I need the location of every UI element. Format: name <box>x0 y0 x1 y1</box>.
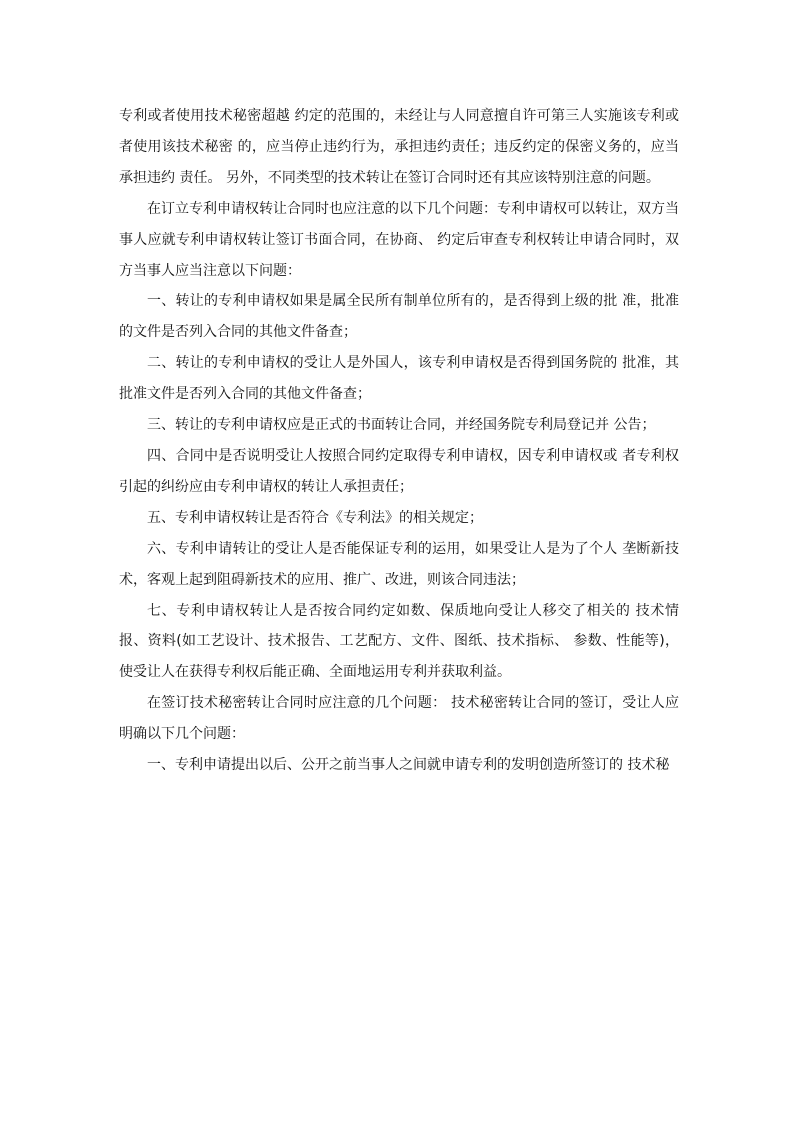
document-body <box>119 101 679 781</box>
paragraph-5: 三、转让的专利申请权应是正式的书面转让合同，并经国务院专利局登记并 公告； <box>147 417 656 434</box>
paragraph-6: 四、合同中是否说明受让人按照合同约定取得专利申请权，因专利申请权或 者专利权引起的纠纷应由专利申请权的转让人承担责任； <box>119 447 679 495</box>
paragraph-11: 一、专利申请提出以后、公开之前当事人之间就申请专利的发明创造所签订的 技术秘 <box>147 757 670 774</box>
paragraph-8: 六、专利申请转让的受让人是否能保证专利的运用，如果受让人是为了个人 垄断新技术，客观上起到阻碍新技术的应用、推广、改进，则该合同违法； <box>119 540 679 588</box>
paragraph-7: 五、专利申请权转让是否符合《专利法》的相关规定； <box>147 509 483 526</box>
paragraph-4: 二、转让的专利申请权的受让人是外国人，该专利申请权是否得到国务院的 批准，其批准文件是否列入合同的其他文件备查； <box>119 355 679 403</box>
paragraph-10: 在签订技术秘密转让合同时应注意的几个问题： 技术秘密转让合同的签订，受让人应明确以下几个问题： <box>119 695 679 743</box>
paragraph-9: 七、专利申请权转让人是否按合同约定如数、保质地向受让人移交了相关的 技术情报、资料(如工艺设计、技术报告、工艺配方、文件、图纸、技术指标、 参数、性能等)，使受让人在获得专利权后能正确、全面地运用专利并获取利益。 <box>119 602 679 681</box>
paragraph-2: 在订立专利申请权转让合同时也应注意的以下几个问题：专利申请权可以转让，双方当事人应就专利申请权转让签订书面合同，在协商、 约定后审查专利权转让申请合同时，双方当事人应当注意以下问题： <box>119 200 679 279</box>
paragraph-3: 一、转让的专利申请权如果是属全民所有制单位所有的，是否得到上级的批 准，批准的文件是否列入合同的其他文件备查； <box>119 293 679 341</box>
paragraph-1: 专利或者使用技术秘密超越 约定的范围的，未经让与人同意擅自许可第三人实施该专利或者使用该技术秘密 的，应当停止违约行为，承担违约责任；违反约定的保密义务的，应当承担违约 责任。 另外，不同类型的技术转让在签订合同时还有其应该特别注意的问题。 <box>119 108 679 186</box>
